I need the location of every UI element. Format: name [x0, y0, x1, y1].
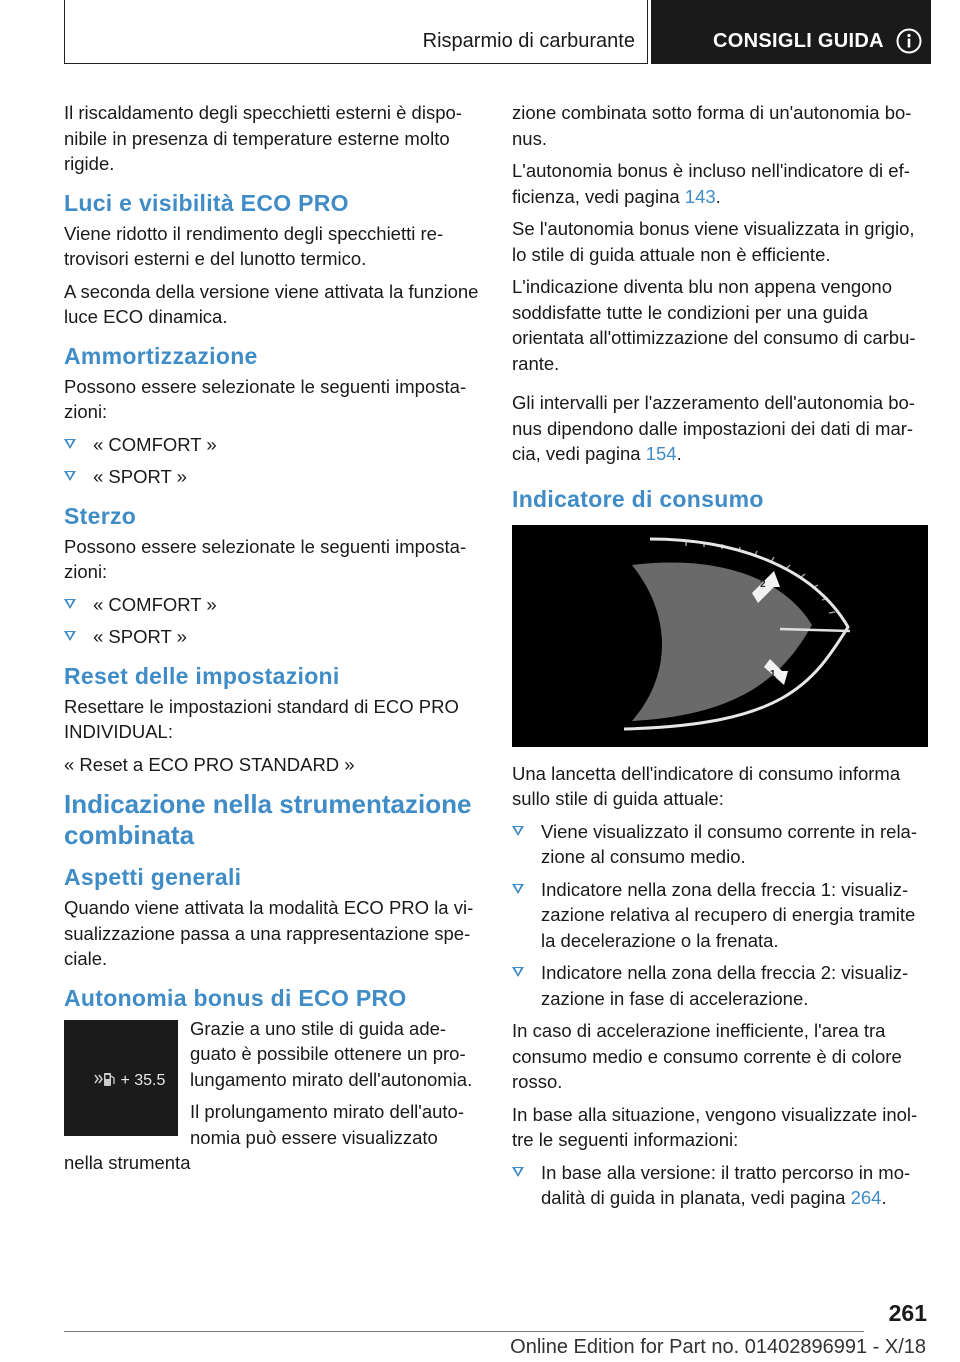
heading-reset: Reset delle impostazioni [64, 662, 340, 689]
list-item [512, 819, 930, 870]
triangle-bullet-icon [512, 967, 524, 977]
right-paragraph-7: In caso di accelerazione inefficiente, l'area tra consumo medio e consumo corrente è di colore rosso. [512, 1020, 902, 1092]
footer-divider [64, 1331, 864, 1332]
list-item-text: « SPORT » [93, 466, 187, 487]
consumption-gauge-image [512, 525, 928, 747]
sterzo-list [64, 592, 479, 650]
list-item-text: « COMFORT » [93, 593, 217, 615]
text-span: Gli intervalli per l'azzeramento dell'autonomia bonus dipendono dalle impostazioni dei dati di marcia, vedi pagina [512, 392, 915, 464]
header-chapter-title: CONSIGLI GUIDA [713, 30, 884, 52]
heading-sterzo: Sterzo [64, 502, 137, 529]
list-item-text: In base alla versione: il tratto percorso in modalità di guida in planata, vedi pagina [541, 1161, 911, 1208]
right-paragraph-1: zione combinata sotto forma di un'autonomia bonus. [512, 102, 912, 149]
ammortizzazione-list [64, 432, 479, 490]
left-column [64, 100, 479, 1183]
header-chapter-box [651, 0, 931, 64]
page-link-143[interactable]: 143 [684, 185, 716, 207]
sterzo-paragraph: Possono essere selezionate le seguenti impostazioni: [64, 535, 467, 582]
triangle-bullet-icon [64, 631, 76, 641]
list-item-text: Viene visualizzato il consumo corrente in relazione al consumo medio. [541, 820, 918, 867]
reset-paragraph-2: « Reset a ECO PRO STANDARD » [64, 753, 355, 775]
fuel-pump-chevron-icon [94, 1070, 116, 1088]
right-column [512, 100, 930, 1218]
bonus-display-value: + 35.5 [120, 1071, 166, 1089]
list-item [512, 1160, 930, 1211]
list-item-text: Indicatore nella zona della freccia 1: visualizzazione relativa al recupero di energia tramite la decelerazione o la frenata. [541, 878, 916, 951]
list-item [64, 624, 479, 650]
right-paragraph-2 [512, 158, 930, 209]
right-paragraph-4: L'indicazione diventa blu non appena vengono soddisfatte tutte le condizioni per una guida orientata all'ottimizzazione del consumo di carburante. [512, 276, 916, 374]
info-list [512, 1160, 930, 1211]
list-item [64, 464, 479, 490]
header-section-box [64, 0, 648, 64]
header-section-title: Risparmio di carburante [422, 30, 635, 52]
right-paragraph-8: In base alla situazione, vengono visualizzate inoltre le seguenti informazioni: [512, 1103, 918, 1150]
text-span: . [715, 185, 721, 207]
heading-ammortizzazione: Ammortizzazione [64, 342, 258, 369]
triangle-bullet-icon [512, 1167, 524, 1177]
list-item-text: « SPORT » [93, 626, 187, 647]
page-number: 261 [888, 1300, 927, 1326]
consumption-list [512, 819, 930, 1012]
aspetti-paragraph: Quando viene attivata la modalità ECO PRO la visualizzazione passa a una rappresentazione speciale. [64, 897, 474, 969]
triangle-bullet-icon [64, 599, 76, 609]
intro-paragraph: Il riscaldamento degli specchietti esterni è disponibile in presenza di temperature esterne molto rigide. [64, 102, 462, 174]
page-link-264[interactable]: 264 [850, 1187, 882, 1208]
text-span: . [676, 443, 682, 464]
list-item [64, 432, 479, 458]
footer-edition: Online Edition for Part no. 01402896991 - X/18 [510, 1336, 926, 1358]
list-item [64, 592, 479, 618]
triangle-bullet-icon [64, 439, 76, 449]
heading-indicatore-consumo: Indicatore di consumo [512, 485, 764, 512]
heading-indicazione: Indicazione nella strumentazione combinata [64, 789, 472, 850]
reset-paragraph-1: Resettare le impostazioni standard di ECO PRO INDIVIDUAL: [64, 695, 459, 742]
autonomia-paragraph-2: Il prolungamento mirato dell'autonomia può essere visualizzato nella strumenta [64, 1101, 464, 1173]
text-span: L'autonomia bonus è incluso nell'indicatore di efficienza, vedi pagina [512, 160, 910, 207]
right-paragraph-5 [512, 390, 930, 467]
page-link-154[interactable]: 154 [645, 443, 677, 464]
triangle-bullet-icon [512, 884, 524, 894]
ammortizzazione-paragraph: Possono essere selezionate le seguenti impostazioni: [64, 375, 467, 422]
luci-paragraph-2: A seconda della versione viene attivata la funzione luce ECO dinamica. [64, 280, 479, 327]
arrow-1-label: 1 [770, 668, 776, 680]
heading-luci: Luci e visibilità ECO PRO [64, 189, 349, 216]
info-icon[interactable] [896, 28, 922, 54]
heading-aspetti-generali: Aspetti generali [64, 864, 242, 890]
right-paragraph-6: Una lancetta dell'indicatore di consumo informa sullo stile di guida attuale: [512, 762, 901, 809]
bonus-display-readout [94, 1068, 165, 1094]
list-item-text: Indicatore nella zona della freccia 2: visualizzazione in fase di accelerazione. [541, 962, 909, 1009]
luci-paragraph-1: Viene ridotto il rendimento degli specchietti retrovisori esterni e del lunotto termico. [64, 222, 444, 269]
right-paragraph-3: Se l'autonomia bonus viene visualizzata in grigio, lo stile di guida attuale non è efficiente. [512, 218, 915, 265]
heading-autonomia-bonus: Autonomia bonus di ECO PRO [64, 984, 407, 1011]
bonus-section [64, 1016, 479, 1176]
list-item-text: « COMFORT » [93, 433, 217, 455]
triangle-bullet-icon [64, 471, 76, 481]
autonomia-paragraph-1: Grazie a uno stile di guida adeguato è possibile ottenere un prolungamento mirato dell'autonomia. [190, 1017, 473, 1090]
arrow-2-label: 2 [760, 578, 766, 590]
list-item [512, 960, 930, 1011]
triangle-bullet-icon [512, 826, 524, 836]
list-item [512, 877, 930, 954]
bonus-display-image [64, 1020, 178, 1136]
list-item-text: . [881, 1187, 887, 1208]
